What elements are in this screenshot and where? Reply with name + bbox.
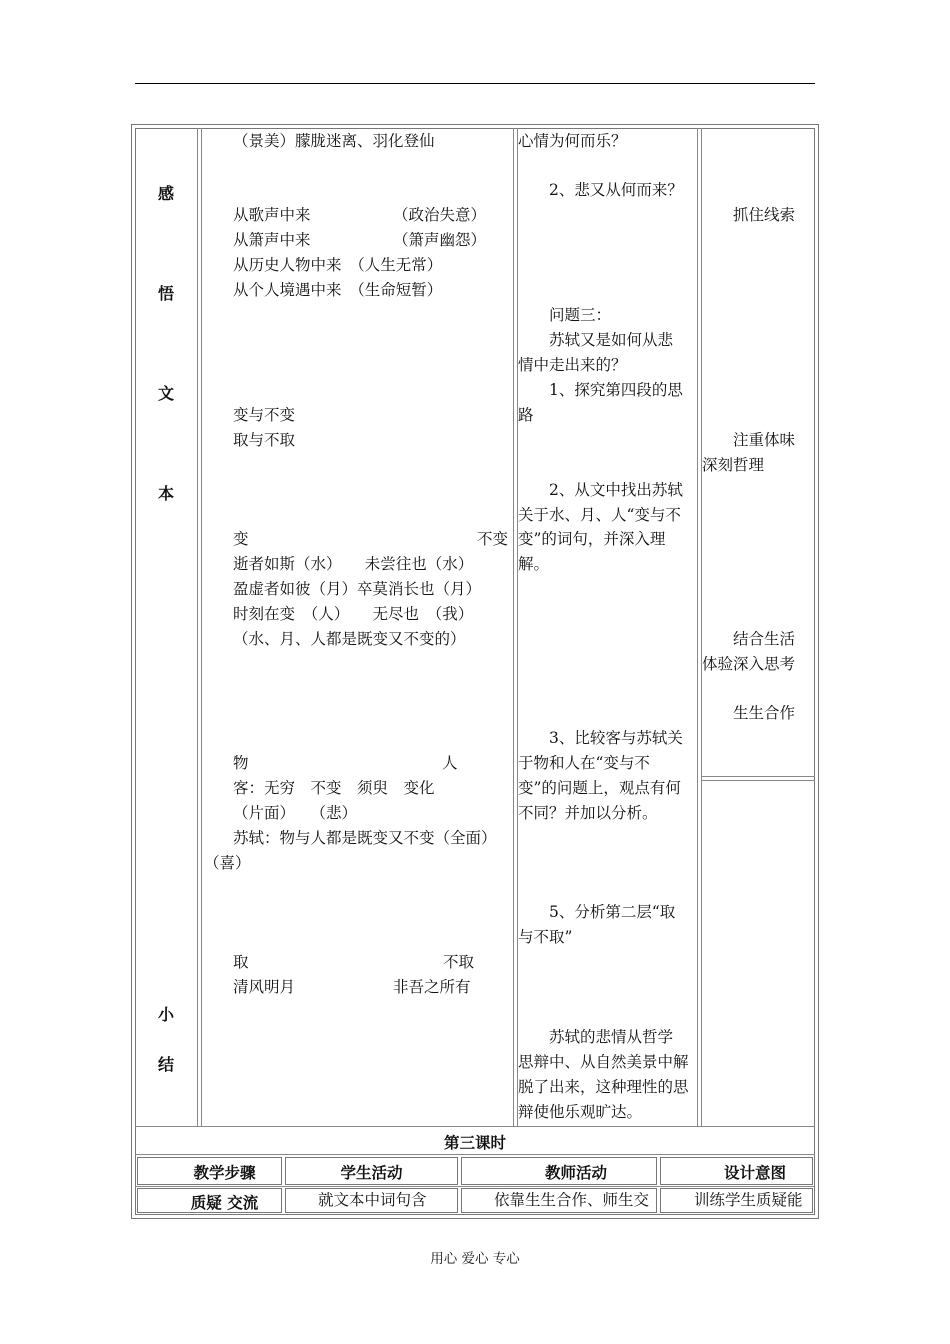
design-split-b [701, 780, 815, 781]
design-line: 结合生活 [702, 630, 796, 648]
teacher-line: 关于水、月、人“变与不 [518, 506, 681, 524]
design-line: 深刻哲理 [702, 456, 765, 474]
content-line: 人 [442, 754, 458, 772]
page-footer: 用心 爱心 专心 [430, 1251, 520, 1267]
design-line: 体验深入思考 [702, 655, 796, 673]
side-label: 感 [157, 184, 174, 203]
content-line: 不取 [443, 953, 475, 971]
row-sep-3 [135, 1186, 815, 1187]
teacher-line: 辩使他乐观旷达。 [518, 1103, 643, 1121]
content-line: 从歌声中来 [233, 206, 311, 224]
content-line: 物 [233, 754, 249, 772]
content-line: 逝者如斯（水） 未尝往也（水） [233, 555, 474, 573]
teacher-line: 1、探究第四段的思 [518, 381, 683, 399]
header-steps: 教学步骤 [193, 1164, 256, 1182]
header-rule [135, 83, 815, 84]
teacher-line: 问题三： [518, 306, 612, 324]
side-label: 结 [157, 1055, 174, 1074]
content-line: 变与不变 [233, 406, 296, 424]
content-line: （箫声幽怨） [393, 231, 487, 249]
header-design: 设计意图 [723, 1164, 786, 1182]
teacher-line: 苏轼的悲情从哲学 [518, 1028, 674, 1046]
content-line: 从历史人物中来 （人生无常） [233, 256, 443, 274]
side-label: 悟 [157, 284, 174, 303]
content-line: 取 [233, 953, 249, 971]
content-line: 取与不取 [233, 431, 296, 449]
col-divider-3 [697, 128, 698, 1126]
teacher-line: 路 [518, 406, 534, 424]
header-student: 学生活动 [340, 1164, 403, 1182]
row-sep-1 [135, 1126, 815, 1127]
teacher-line: 变”的词句，并深入理 [518, 530, 666, 548]
content-line: （政治失意） [393, 206, 487, 224]
col-divider-1b [201, 128, 202, 1126]
row-design: 训练学生质疑能 [694, 1191, 803, 1209]
row-step: 质疑 交流 [190, 1194, 259, 1212]
content-line: 清风明月 [233, 978, 296, 996]
teacher-line: 解。 [518, 555, 550, 573]
design-line: 注重体味 [702, 431, 796, 449]
teacher-line: 变”的问题上，观点有何 [518, 779, 681, 797]
content-line: 客：无穷 不变 须臾 变化 [233, 779, 435, 797]
teacher-line: 2、从文中找出苏轼 [518, 481, 683, 499]
side-label: 小 [157, 1005, 174, 1024]
content-line: （喜） [204, 854, 251, 872]
side-label: 本 [157, 484, 174, 503]
side-label: 文 [157, 384, 174, 403]
content-line: （片面） （悲） [233, 804, 358, 822]
content-line: 时刻在变 （人） 无尽也 （我） [233, 605, 474, 623]
col-divider-2 [513, 128, 514, 1126]
teacher-line: 情中走出来的？ [518, 356, 627, 374]
design-line: 生生合作 [702, 704, 796, 722]
teacher-line: 不同？并加以分析。 [518, 804, 658, 822]
design-line: 抓住线索 [702, 206, 796, 224]
content-line: 非吾之所有 [393, 978, 471, 996]
content-line: 从个人境遇中来 （生命短暂） [233, 281, 443, 299]
teacher-line: 于物和人在“变与不 [518, 754, 650, 772]
teacher-line: 思辩中、从自然美景中解 [518, 1053, 689, 1071]
content-line: 不变 [477, 530, 509, 548]
teacher-line: 与不取” [518, 928, 573, 946]
section-title: 第三课时 [443, 1134, 506, 1152]
teacher-line: 3、比较客与苏轼关 [518, 729, 683, 747]
teacher-line: 苏轼又是如何从悲 [518, 331, 674, 349]
content-line: 从箫声中来 [233, 231, 311, 249]
design-split [701, 776, 815, 777]
content-line: 盈虚者如彼（月）卒莫消长也（月） [233, 580, 482, 598]
teacher-line: 脱了出来，这种理性的思 [518, 1078, 689, 1096]
teacher-line: 心情为何而乐？ [518, 132, 627, 150]
row-teacher: 依靠生生合作、师生交 [494, 1191, 650, 1209]
teacher-line: 2、悲又从何而来？ [518, 181, 683, 199]
teacher-line: 5、分析第二层“取 [518, 903, 676, 921]
row-sep-2 [135, 1154, 815, 1155]
header-teacher: 教师活动 [544, 1164, 607, 1182]
content-line: 变 [233, 530, 249, 548]
row-student: 就文本中词句含 [318, 1191, 427, 1209]
col-divider-1 [197, 128, 198, 1126]
content-line: 苏轼：物与人都是既变又不变（全面） [233, 829, 497, 847]
content-line: （水、月、人都是既变又不变的） [233, 630, 466, 648]
col-divider-2b [517, 128, 518, 1126]
content-line: （景美）朦胧迷离、羽化登仙 [233, 132, 435, 150]
